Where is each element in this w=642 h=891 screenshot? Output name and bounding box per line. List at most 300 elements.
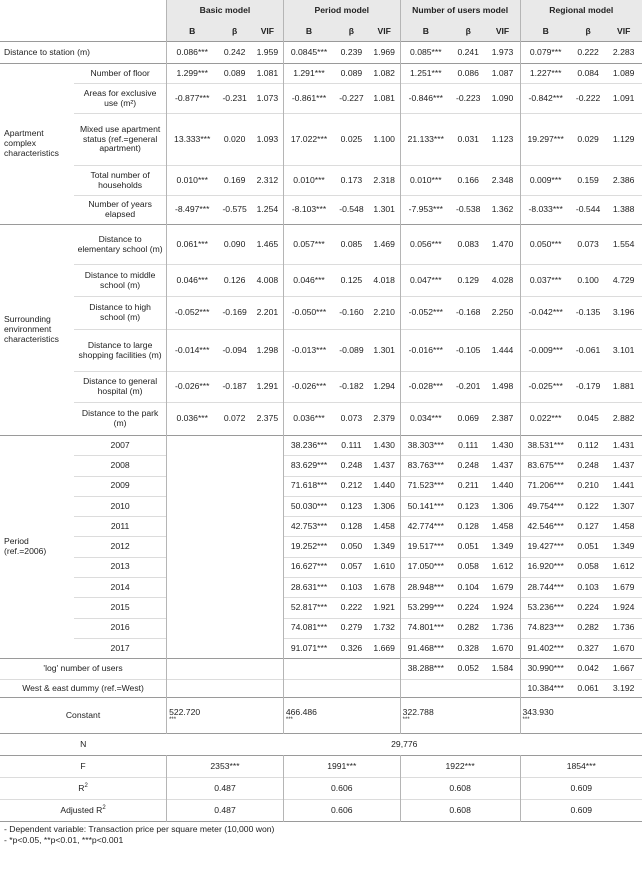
row-label: Number of floor [90, 67, 150, 78]
cell-vif: 1.736 [491, 622, 514, 633]
cell-b: -0.026*** [283, 372, 334, 403]
cell-b: -0.025*** [520, 372, 571, 403]
row-label: Distance to large shopping facilities (m) [78, 339, 162, 360]
cell-b: 13.333*** [167, 114, 218, 166]
cell-vif: 1.679 [491, 581, 514, 592]
cell-vif: 1.679 [612, 581, 635, 592]
cell-vif: 1.440 [491, 480, 514, 491]
cell-constant: 322.788 *** [400, 698, 520, 734]
cell-vif: 1.437 [373, 460, 395, 470]
cell-beta: 0.029 [577, 133, 599, 144]
cell-b: 0.010*** [400, 166, 451, 196]
table-row [0, 456, 642, 476]
cell-vif: 1.090 [491, 92, 514, 103]
cell-vif: 1.306 [491, 500, 514, 511]
cell-beta: 0.159 [577, 174, 599, 185]
category-environment: Surrounding environment characteristics [4, 314, 59, 344]
table-row [0, 517, 642, 537]
cell-b: 19.252*** [283, 537, 334, 557]
cell-vif: 1.612 [491, 561, 514, 572]
cell-beta: 0.126 [223, 274, 246, 285]
cell-vif: 1.306 [373, 500, 395, 511]
cell-beta: -0.187 [222, 381, 247, 392]
cell-vif: 2.283 [612, 46, 635, 57]
cell-vif: 2.375 [256, 413, 279, 424]
header-blank [0, 0, 167, 22]
cell-vif: 1.441 [612, 480, 635, 491]
cell-b: -0.009*** [520, 330, 571, 372]
cell-b: 50.030*** [283, 496, 334, 516]
cell-b: 1.227*** [520, 64, 571, 84]
cell-beta: 0.212 [340, 480, 363, 491]
row-label: 2015 [110, 602, 130, 613]
cell-vif: 1.498 [491, 381, 514, 392]
row-label: 2009 [110, 480, 130, 491]
row-label: Distance to general hospital (m) [83, 376, 158, 396]
row-label: Distance to station (m) [4, 46, 90, 57]
row-label: $R^2$ [78, 782, 88, 793]
cell-beta: 0.086 [457, 67, 479, 78]
cell-b: 71.618*** [283, 476, 334, 496]
cell-b: 0.046*** [167, 265, 218, 297]
cell-vif: 1.430 [491, 439, 514, 450]
header-blank [0, 22, 167, 42]
cell-vif: 1.291 [256, 381, 279, 392]
table-row [0, 698, 642, 734]
cell-vif: 2.210 [373, 307, 395, 318]
cell-beta: 0.279 [340, 622, 363, 633]
col-b: B [283, 22, 334, 42]
cell-b: 0.0845*** [283, 42, 334, 64]
cell-b: 53.236*** [520, 598, 571, 618]
row-label: Areas for exclusive use (m²) [83, 87, 157, 108]
cell-b: 0.010*** [283, 166, 334, 196]
cell-vif: 1.301 [373, 204, 395, 215]
cell-b: 0.036*** [283, 403, 334, 436]
cell-vif: 2.318 [373, 174, 395, 185]
cell-b: 74.823*** [520, 618, 571, 638]
cell-vif: 1.921 [373, 602, 395, 613]
cell-b: -0.042*** [520, 297, 571, 330]
row-label: 2017 [110, 642, 130, 653]
table-row [0, 557, 642, 577]
cell-beta: 0.061 [577, 682, 599, 693]
table-row [0, 618, 642, 638]
cell-beta: 0.282 [577, 622, 599, 633]
col-vif: VIF [369, 22, 400, 42]
cell-b: 91.402*** [520, 638, 571, 658]
cell-beta: -0.135 [575, 307, 601, 318]
cell-beta: 0.248 [577, 460, 599, 470]
cell-adj-r2: 0.487 [167, 800, 284, 822]
cell-vif: 1.458 [373, 520, 395, 531]
cell-beta: -0.105 [456, 344, 481, 355]
cell-beta: 0.123 [340, 500, 363, 511]
table-row [0, 800, 642, 822]
table-row [0, 537, 642, 557]
cell-b: 50.141*** [400, 496, 451, 516]
col-beta: β [571, 22, 606, 42]
cell-vif: 4.028 [491, 274, 514, 285]
category-period: Period (ref.=2006) [4, 536, 47, 557]
cell-beta: 0.058 [457, 561, 479, 572]
cell-beta: 0.057 [340, 561, 363, 572]
cell-b: -0.842*** [520, 84, 571, 114]
cell-b: 0.010*** [167, 166, 218, 196]
cell-b: 83.763*** [400, 456, 451, 476]
cell-beta: 0.089 [340, 67, 363, 78]
cell-b: 19.297*** [520, 114, 571, 166]
cell-beta: 0.241 [457, 46, 479, 57]
table-row [0, 265, 642, 297]
table-row [0, 778, 642, 800]
cell-vif: 1.969 [373, 46, 395, 57]
cell-beta: 0.282 [457, 622, 479, 633]
cell-b: 52.817*** [283, 598, 334, 618]
row-label: Number of years elapsed [88, 199, 152, 219]
cell-vif: 1.670 [491, 642, 514, 653]
cell-b: 30.990*** [520, 659, 571, 680]
cell-beta: 0.103 [340, 581, 363, 592]
cell-b: -0.052*** [400, 297, 451, 330]
table-row [0, 42, 642, 64]
cell-b: 74.081*** [283, 618, 334, 638]
cell-b: 28.948*** [400, 578, 451, 598]
cell-b: 71.206*** [520, 476, 571, 496]
cell-r2: 0.608 [400, 778, 520, 800]
cell-beta: 0.073 [577, 238, 599, 249]
table-row [0, 476, 642, 496]
cell-adj-r2: 0.608 [400, 800, 520, 822]
cell-beta: 0.073 [340, 413, 363, 424]
cell-vif: 1.089 [612, 67, 635, 78]
cell-vif: 1.301 [373, 344, 395, 355]
table-row [0, 403, 642, 436]
cell-vif: 1.469 [373, 238, 395, 249]
cell-vif: 1.973 [491, 46, 514, 57]
cell-vif: 1.254 [256, 204, 279, 215]
cell-vif: 1.881 [612, 381, 635, 392]
cell-r2: 0.606 [283, 778, 400, 800]
cell-vif: 1.091 [612, 92, 635, 103]
cell-b: 0.056*** [400, 225, 451, 265]
table-row [0, 297, 642, 330]
cell-beta: 0.051 [457, 541, 479, 552]
cell-beta: -0.538 [456, 204, 481, 215]
table-row [0, 372, 642, 403]
cell-vif: 1.129 [612, 133, 635, 144]
cell-b: 0.009*** [520, 166, 571, 196]
cell-beta: 0.025 [340, 133, 363, 144]
col-vif: VIF [485, 22, 520, 42]
row-label: 2008 [110, 460, 130, 470]
cell-beta: -0.179 [575, 381, 601, 392]
cell-b: 19.427*** [520, 537, 571, 557]
row-label: Distance to middle school (m) [84, 269, 156, 290]
cell-f: 2353*** [167, 756, 284, 778]
row-label: 2016 [110, 622, 130, 633]
cell-b: 28.744*** [520, 578, 571, 598]
cell-b: -8.033*** [520, 196, 571, 225]
cell-adj-r2: 0.606 [283, 800, 400, 822]
row-label: 2011 [110, 520, 130, 531]
cell-beta: -0.160 [339, 307, 364, 318]
table-row [0, 84, 642, 114]
cell-vif: 1.554 [612, 238, 635, 249]
cell-beta: 0.224 [457, 602, 479, 613]
cell-vif: 1.924 [612, 602, 635, 613]
cell-beta: 0.127 [577, 520, 599, 531]
cell-vif: 1.470 [491, 238, 514, 249]
cell-beta: -0.548 [339, 204, 364, 215]
cell-constant: 343.930 *** [520, 698, 642, 734]
cell-vif: 1.081 [373, 92, 395, 103]
cell-vif: 1.670 [612, 642, 635, 653]
cell-b: 10.384*** [520, 680, 571, 698]
table-row [0, 756, 642, 778]
cell-beta: -0.231 [222, 92, 247, 103]
col-beta: β [217, 22, 252, 42]
row-label: West & east dummy (ref.=West) [22, 682, 144, 693]
cell-b: 0.034*** [400, 403, 451, 436]
cell-vif: 1.667 [612, 663, 635, 674]
cell-vif: 1.349 [612, 541, 635, 552]
cell-b: 0.037*** [520, 265, 571, 297]
cell-vif: 1.444 [491, 344, 514, 355]
cell-vif: 2.387 [491, 413, 514, 424]
cell-r2: 0.609 [520, 778, 642, 800]
cell-beta: 0.104 [457, 581, 479, 592]
cell-beta: -0.222 [575, 92, 601, 103]
cell-b: 0.057*** [283, 225, 334, 265]
cell-b: -8.103*** [283, 196, 334, 225]
cell-beta: -0.182 [339, 381, 364, 392]
cell-b: -0.026*** [167, 372, 218, 403]
cell-b: 17.022*** [283, 114, 334, 166]
cell-vif: 1.732 [373, 622, 395, 633]
cell-vif: 2.250 [491, 307, 514, 318]
cell-beta: 0.222 [577, 46, 599, 57]
row-label: 2012 [110, 541, 130, 552]
cell-f: 1854*** [520, 756, 642, 778]
cell-beta: 0.111 [341, 439, 362, 450]
row-label: Distance to high school (m) [89, 302, 151, 322]
cell-beta: -0.089 [339, 344, 364, 355]
cell-vif: 1.458 [612, 520, 635, 531]
cell-b: 42.753*** [283, 517, 334, 537]
cell-b: 91.468*** [400, 638, 451, 658]
cell-vif: 1.678 [373, 581, 395, 592]
cell-vif: 2.201 [256, 307, 279, 318]
cell-vif: 4.008 [256, 274, 279, 285]
cell-b: -0.013*** [283, 330, 334, 372]
cell-beta: 0.123 [457, 500, 479, 511]
cell-vif: 1.081 [256, 67, 279, 78]
cell-b: 42.774*** [400, 517, 451, 537]
row-label: 2007 [110, 439, 130, 450]
row-label: Distance to elementary school (m) [77, 233, 163, 254]
cell-vif: 1.294 [373, 381, 395, 392]
cell-beta: 0.122 [577, 500, 599, 511]
cell-b: -0.050*** [283, 297, 334, 330]
cell-beta: 0.328 [457, 642, 479, 653]
table-row [0, 598, 642, 618]
table-row [0, 734, 642, 756]
cell-vif: 1.736 [612, 622, 635, 633]
cell-vif: 1.388 [612, 204, 635, 215]
cell-beta: 0.051 [577, 541, 599, 552]
cell-vif: 2.312 [256, 174, 279, 185]
cell-b: -8.497*** [167, 196, 218, 225]
model-header-regional: Regional model [520, 0, 642, 22]
table-row [0, 436, 642, 456]
cell-vif: 1.669 [373, 642, 395, 653]
cell-vif: 3.192 [612, 682, 635, 693]
cell-beta: 0.248 [457, 460, 479, 470]
cell-b: 91.071*** [283, 638, 334, 658]
cell-r2: 0.487 [167, 778, 284, 800]
cell-b: 0.022*** [520, 403, 571, 436]
cell-beta: 0.210 [577, 480, 599, 491]
cell-beta: -0.201 [456, 381, 481, 392]
cell-b: 74.801*** [400, 618, 451, 638]
cell-b: 53.299*** [400, 598, 451, 618]
table-row [0, 680, 642, 698]
cell-vif: 1.612 [612, 561, 635, 572]
table-row [0, 64, 642, 84]
cell-beta: -0.227 [339, 92, 364, 103]
cell-vif: 1.458 [491, 520, 514, 531]
cell-beta: 0.128 [457, 520, 479, 531]
row-label: 2013 [110, 561, 130, 572]
cell-b: 0.061*** [167, 225, 218, 265]
table-row [0, 166, 642, 196]
cell-b: -0.877*** [167, 84, 218, 114]
row-label: Constant [65, 709, 101, 720]
cell-beta: 0.089 [223, 67, 246, 78]
cell-b: 0.046*** [283, 265, 334, 297]
cell-vif: 1.959 [256, 46, 279, 57]
cell-beta: 0.248 [340, 460, 363, 470]
cell-vif: 2.379 [373, 413, 395, 424]
cell-vif: 1.349 [373, 541, 395, 552]
cell-b: 0.085*** [400, 42, 451, 64]
row-label: Mixed use apartment status (ref.=general apartment) [79, 123, 161, 154]
table-row [0, 638, 642, 658]
cell-vif: 1.437 [612, 460, 635, 470]
cell-b: 71.523*** [400, 476, 451, 496]
cell-beta: -0.575 [222, 204, 247, 215]
cell-vif: 3.196 [612, 307, 635, 318]
model-header-basic: Basic model [167, 0, 284, 22]
note-significance: - *p<0.05, **p<0.01, ***p<0.001 [4, 835, 124, 846]
cell-b: 49.754*** [520, 496, 571, 516]
cell-b: -0.052*** [167, 297, 218, 330]
cell-b: 38.236*** [283, 436, 334, 456]
cell-beta: 0.084 [577, 67, 599, 78]
cell-b: 28.631*** [283, 578, 334, 598]
cell-n: 29,776 [391, 738, 418, 749]
cell-beta: 0.239 [340, 46, 363, 57]
cell-beta: 0.103 [577, 581, 599, 592]
row-label: N [80, 738, 87, 749]
row-label: 'log' number of users [43, 663, 123, 674]
cell-b: 38.303*** [400, 436, 451, 456]
cell-vif: 1.298 [256, 344, 279, 355]
row-label: F [80, 760, 86, 771]
table-row [0, 330, 642, 372]
col-vif: VIF [605, 22, 642, 42]
cell-b: -0.014*** [167, 330, 218, 372]
cell-beta: 0.166 [457, 174, 479, 185]
cell-vif: 4.729 [612, 274, 635, 285]
model-header-period: Period model [283, 0, 400, 22]
cell-vif: 1.440 [373, 480, 395, 491]
cell-beta: 0.020 [223, 133, 246, 144]
cell-beta: 0.090 [223, 238, 246, 249]
cell-vif: 1.924 [491, 602, 514, 613]
cell-b: 38.288*** [400, 659, 451, 680]
cell-beta: 0.173 [340, 174, 363, 185]
cell-vif: 1.087 [491, 67, 514, 78]
cell-vif: 2.386 [612, 174, 635, 185]
cell-f: 1922*** [400, 756, 520, 778]
col-vif: VIF [252, 22, 283, 42]
cell-b: 19.517*** [400, 537, 451, 557]
cell-b: -0.016*** [400, 330, 451, 372]
cell-beta: 0.326 [340, 642, 363, 653]
row-label: Adjusted $R^2$ [60, 804, 106, 815]
cell-beta: 0.211 [457, 480, 479, 491]
cell-b: -7.953*** [400, 196, 451, 225]
table-row [0, 196, 642, 225]
category-apartment: Apartment complex characteristics [4, 128, 59, 158]
cell-vif: 1.584 [491, 663, 514, 674]
cell-adj-r2: 0.609 [520, 800, 642, 822]
cell-b: 0.047*** [400, 265, 451, 297]
cell-vif: 1.431 [612, 439, 635, 450]
cell-vif: 1.362 [491, 204, 514, 215]
model-header-users: Number of users model [400, 0, 520, 22]
cell-beta: 0.100 [577, 274, 599, 285]
cell-beta: 0.085 [340, 238, 363, 249]
cell-beta: 0.224 [577, 602, 599, 613]
note-dependent-variable: - Dependent variable: Transaction price per square meter (10,000 won) [4, 824, 275, 835]
cell-beta: 0.058 [577, 561, 599, 572]
cell-vif: 2.882 [612, 413, 635, 424]
empty-cell [167, 436, 284, 659]
cell-vif: 1.123 [491, 133, 514, 144]
cell-b: 0.036*** [167, 403, 218, 436]
cell-vif: 1.610 [373, 561, 395, 572]
cell-b: 0.086*** [167, 42, 218, 64]
cell-beta: -0.061 [575, 344, 601, 355]
cell-b: 21.133*** [400, 114, 451, 166]
cell-b: 17.050*** [400, 557, 451, 577]
table-row [0, 225, 642, 265]
cell-beta: 0.072 [223, 413, 246, 424]
row-label: 2010 [110, 500, 130, 511]
cell-beta: 0.112 [577, 439, 599, 450]
col-b: B [520, 22, 571, 42]
row-label: Distance to the park (m) [81, 408, 159, 428]
cell-beta: 0.128 [340, 520, 363, 531]
cell-constant: 522.720 *** [167, 698, 284, 734]
cell-beta: 0.327 [577, 642, 599, 653]
cell-b: 16.627*** [283, 557, 334, 577]
cell-beta: 0.222 [340, 602, 363, 613]
cell-b: 1.291*** [283, 64, 334, 84]
